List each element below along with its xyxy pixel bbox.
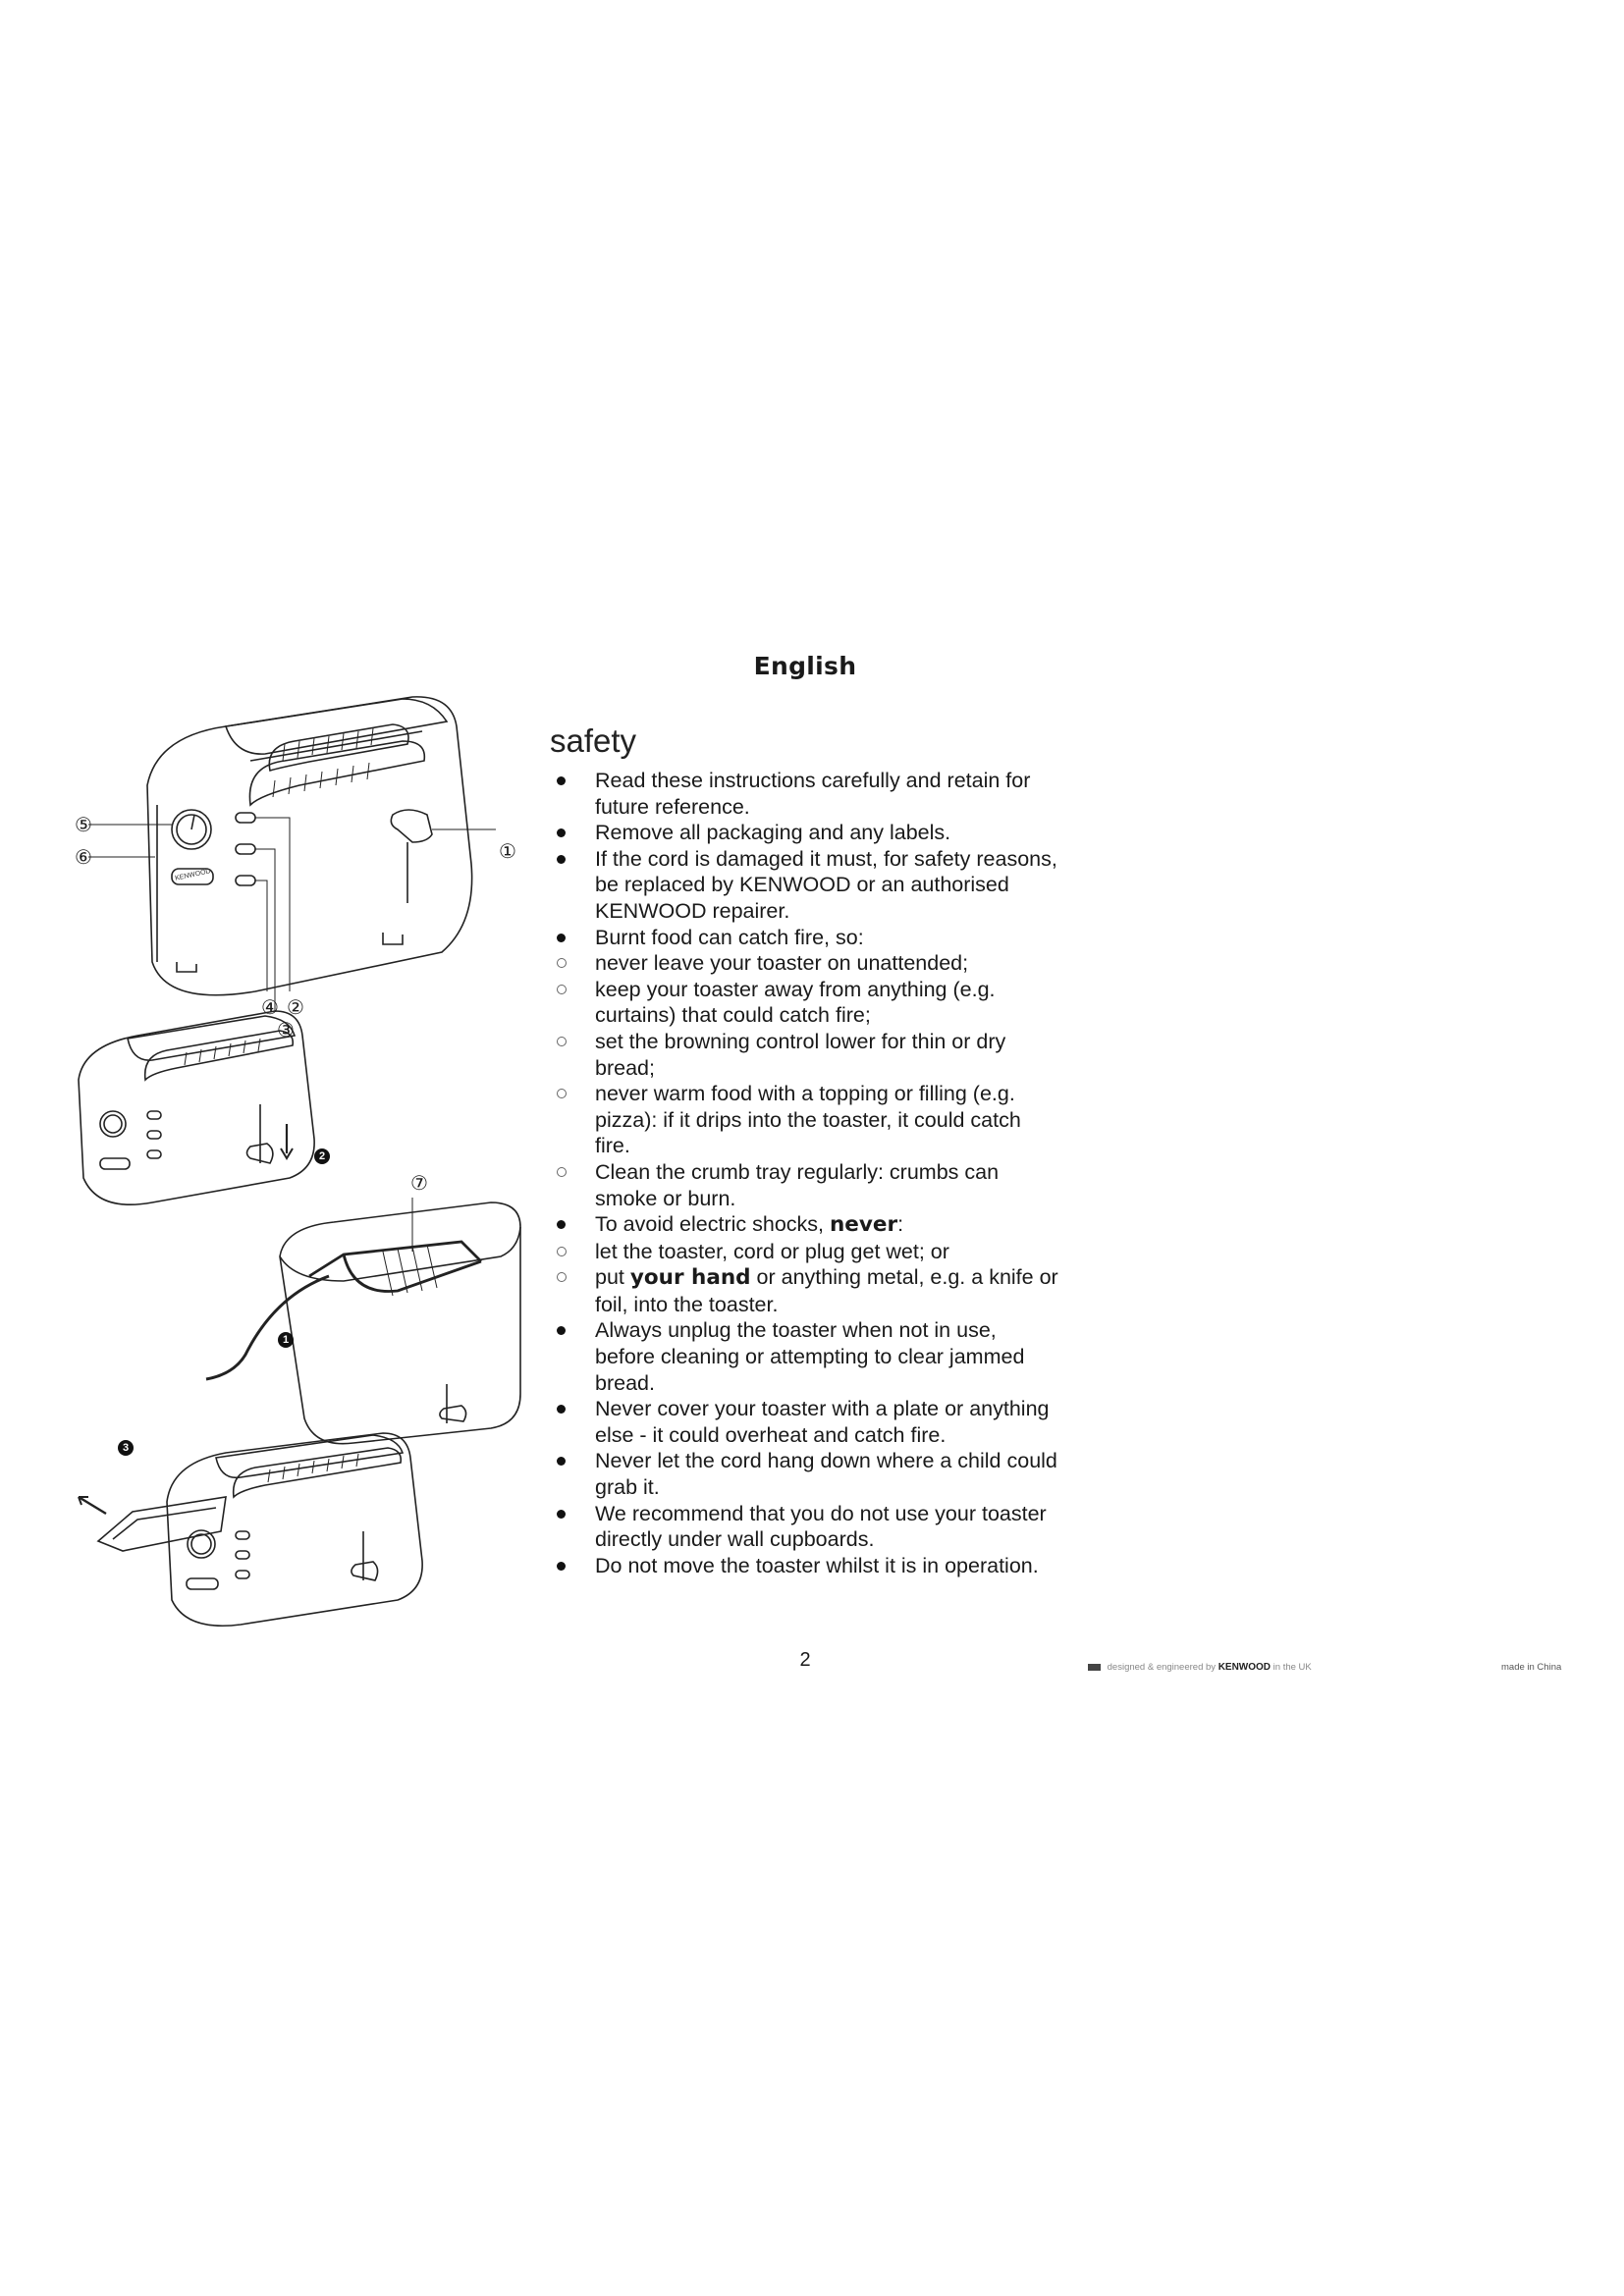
safety-item-text: set the browning control lower for thin or dry bread;: [595, 1029, 1006, 1080]
bullet-filled-icon: [557, 1326, 566, 1335]
footer-designed-by: [1088, 1662, 1312, 1673]
safety-item-text: Clean the crumb tray regularly: crumbs can smoke or burn.: [595, 1159, 1000, 1210]
safety-item-text: Never let the cord hang down where a child could grab it.: [595, 1449, 1057, 1500]
safety-item-text: We recommend that you do not use your toaster directly under wall cupboards.: [595, 1501, 1047, 1552]
bullet-hollow-icon: [557, 1037, 567, 1046]
step-3-marker: 3: [118, 1440, 134, 1456]
safety-item-text: Read these instructions carefully and retain for future reference.: [595, 769, 1031, 819]
safety-item: [550, 820, 1060, 846]
uk-flag-icon: [1088, 1664, 1101, 1671]
toaster-main-figure: [88, 697, 496, 1011]
bullet-hollow-icon: [557, 1247, 567, 1256]
step-1-marker: 1: [278, 1332, 294, 1348]
callout-2: ②: [287, 997, 304, 1019]
safety-item: [550, 1081, 1060, 1159]
safety-item: [550, 1159, 1060, 1211]
step-2-marker: 2: [314, 1148, 330, 1164]
safety-list: [550, 768, 1060, 1578]
safety-item-text: never leave your toaster on unattended;: [595, 951, 969, 976]
safety-item-text: keep your toaster away from anything (e.g. curtains) that could catch fire;: [595, 977, 996, 1028]
bullet-filled-icon: [557, 855, 566, 864]
bullet-hollow-icon: [557, 1089, 567, 1098]
bullet-filled-icon: [557, 934, 566, 942]
toaster-cord-figure: [206, 1198, 520, 1444]
bullet-hollow-icon: [557, 958, 567, 968]
safety-item-text: Remove all packaging and any labels.: [595, 821, 951, 845]
bullet-filled-icon: [557, 1510, 566, 1519]
safety-item-text: :: [897, 1212, 904, 1237]
bullet-hollow-icon: [557, 985, 567, 994]
safety-item-text: Do not move the toaster whilst it is in operation.: [595, 1553, 1039, 1577]
safety-item: [550, 1553, 1060, 1579]
section-title: safety: [550, 722, 637, 759]
page-language-heading: English: [753, 652, 857, 680]
safety-item: [550, 846, 1060, 925]
bullet-filled-icon: [557, 1220, 566, 1229]
safety-item: [550, 1396, 1060, 1448]
callout-7: ⑦: [410, 1173, 428, 1195]
bullet-filled-icon: [557, 1405, 566, 1414]
callout-5: ⑤: [75, 815, 92, 836]
footer-brand: KENWOOD: [1218, 1662, 1272, 1673]
safety-item: [550, 1029, 1060, 1081]
safety-item-text: never warm food with a topping or filling (e.g. pizza): if it drips into the toaster, it could catch fire.: [595, 1082, 1021, 1158]
bullet-filled-icon: [557, 1562, 566, 1571]
safety-item: [550, 768, 1060, 820]
safety-item-text: If the cord is damaged it must, for safety reasons, be replaced by KENWOOD or an authorised KENWOOD repairer.: [595, 846, 1057, 923]
callout-3: ③: [277, 1020, 295, 1041]
page-number: 2: [799, 1649, 811, 1671]
callout-1: ①: [499, 841, 516, 863]
safety-item: [550, 950, 1060, 977]
bullet-hollow-icon: [557, 1272, 567, 1282]
footer-designed-post: in the UK: [1272, 1662, 1312, 1673]
safety-item: [550, 1501, 1060, 1553]
safety-item: [550, 1317, 1060, 1396]
footer-designed-pre: designed & engineered by: [1107, 1662, 1217, 1673]
safety-item-text: Never cover your toaster with a plate or anything else - it could overheat and catch fire.: [595, 1397, 1050, 1447]
safety-item-text: To avoid electric shocks,: [595, 1212, 830, 1237]
toaster-brand-badge: KENWOOD: [174, 868, 212, 882]
safety-item-emphasis: never: [830, 1212, 898, 1238]
safety-item-text: put: [595, 1265, 630, 1290]
toaster-crumb-tray-figure: [79, 1433, 422, 1626]
safety-item: [550, 977, 1060, 1029]
safety-item-emphasis: your hand: [629, 1265, 751, 1291]
toaster-illustrations: [59, 667, 530, 1649]
safety-item: [550, 925, 1060, 951]
bullet-filled-icon: [557, 828, 566, 837]
safety-item: [550, 1239, 1060, 1265]
safety-item-text: Always unplug the toaster when not in use, before cleaning or attempting to clear jammed bread.: [595, 1318, 1025, 1395]
safety-item: [550, 1211, 1060, 1239]
safety-item: [550, 1448, 1060, 1500]
bullet-hollow-icon: [557, 1167, 567, 1177]
bullet-filled-icon: [557, 1457, 566, 1466]
safety-item-text: let the toaster, cord or plug get wet; or: [595, 1239, 949, 1263]
safety-item-text: Burnt food can catch fire, so:: [595, 925, 864, 949]
safety-item: [550, 1264, 1060, 1317]
bullet-filled-icon: [557, 776, 566, 785]
callout-6: ⑥: [75, 847, 92, 869]
footer-made-in: made in China: [1501, 1662, 1562, 1673]
safety-item-text: or anything metal, e.g. a knife or foil, into the toaster.: [595, 1265, 1058, 1316]
callout-4: ④: [261, 997, 279, 1019]
